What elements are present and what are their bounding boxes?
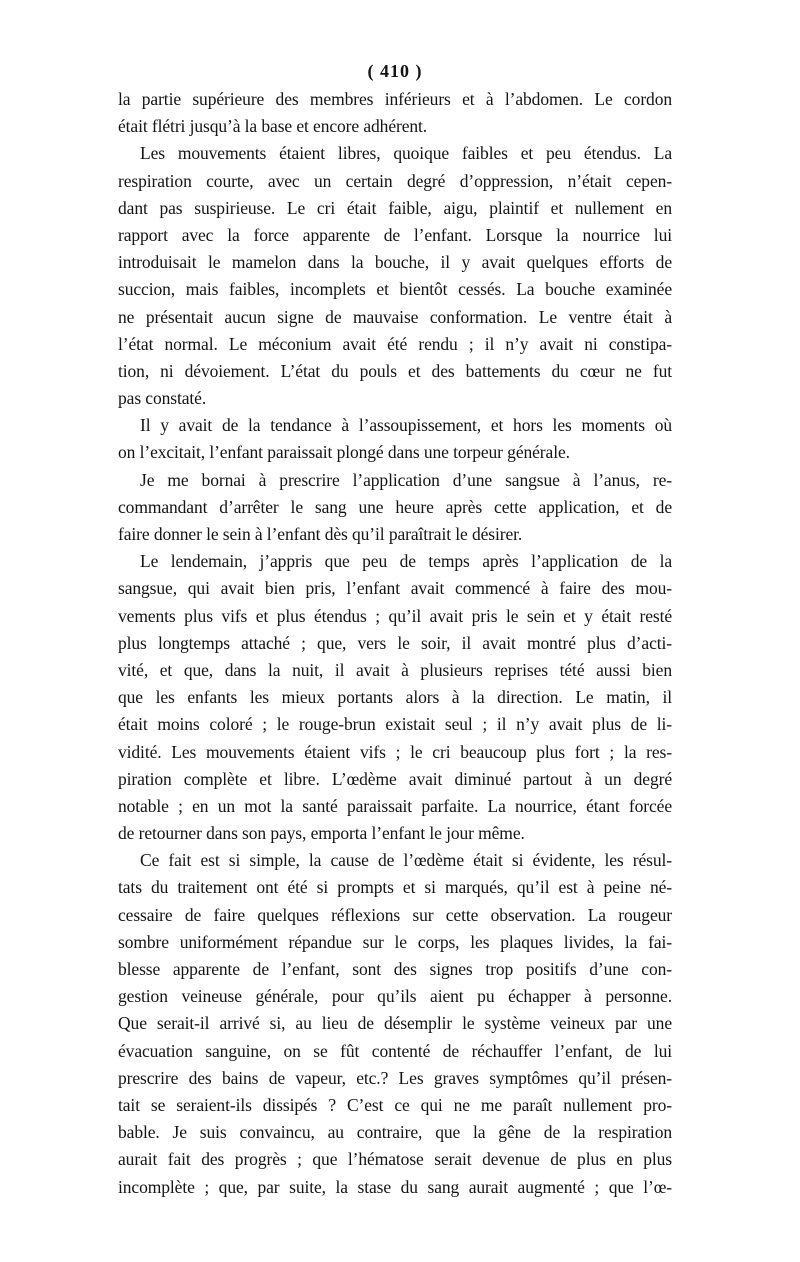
text-line: que les enfants les mieux portants alors à la direction. Le matin, il [118, 687, 672, 708]
text-line: prescrire des bains de vapeur, etc.? Les graves symptômes qu’il présen- [118, 1067, 672, 1088]
text-line: Le lendemain, j’appris que peu de temps après l’application de la [140, 551, 672, 572]
text-line: plus longtemps attaché ; que, vers le soir, il avait montré plus d’acti- [118, 632, 672, 653]
text-line: commandant d’arrêter le sang une heure après cette application, et de [118, 496, 672, 517]
text-line: vidité. Les mouvements étaient vifs ; le cri beaucoup plus fort ; la res- [118, 741, 672, 762]
text-line: cessaire de faire quelques réflexions sur cette observation. La rougeur [118, 904, 672, 925]
text-line: évacuation sanguine, on se fût contenté de réchauffer l’enfant, de lui [118, 1040, 672, 1061]
text-line: on l’excitait, l’enfant paraissait plongé dans une torpeur générale. [118, 442, 570, 463]
text-line: pas constaté. [118, 388, 207, 409]
text-line: tats du traitement ont été si prompts et si marqués, qu’il est à peine né- [118, 877, 672, 898]
body-text [118, 86, 672, 1201]
text-line: incomplète ; que, par suite, la stase du sang aurait augmenté ; que l’œ- [118, 1176, 672, 1197]
text-line: vements plus vifs et plus étendus ; qu’il avait pris le sein et y était resté [118, 605, 672, 626]
text-line: de retourner dans son pays, emporta l’enfant le jour même. [118, 823, 525, 844]
text-line: sangsue, qui avait bien pris, l’enfant avait commencé à faire des mou- [118, 578, 672, 599]
text-line: notable ; en un mot la santé paraissait parfaite. La nourrice, étant forcée [118, 795, 672, 816]
page-number: ( 410 ) [367, 61, 423, 81]
paragraph [118, 548, 672, 847]
text-line: succion, mais faibles, incomplets et bientôt cessés. La bouche examinée [118, 279, 672, 300]
text-line: ne présentait aucun signe de mauvaise conformation. Le ventre était à [118, 306, 672, 327]
text-line: vité, et que, dans la nuit, il avait à plusieurs reprises tété aussi bien [118, 659, 672, 680]
paragraph [118, 467, 672, 549]
text-line: rapport avec la force apparente de l’enfant. Lorsque la nourrice lui [118, 224, 672, 245]
text-line: sombre uniformément répandue sur le corps, les plaques livides, la fai- [118, 931, 672, 952]
text-line: piration complète et libre. L’œdème avait diminué partout à un degré [118, 768, 672, 789]
book-page [118, 58, 672, 1201]
text-line: Les mouvements étaient libres, quoique faibles et peu étendus. La [140, 143, 672, 164]
text-line: introduisait le mamelon dans la bouche, il y avait quelques efforts de [118, 252, 672, 273]
text-line: était moins coloré ; le rouge-brun existait seul ; il n’y avait plus de li- [118, 714, 672, 735]
text-line: la partie supérieure des membres inférieurs et à l’abdomen. Le cordon [118, 89, 672, 109]
text-line: tait se seraient-ils dissipés ? C’est ce qui ne me paraît nullement pro- [118, 1094, 672, 1115]
text-line: tion, ni dévoiement. L’état du pouls et des battements du cœur ne fut [118, 360, 672, 381]
text-line: dant pas suspirieuse. Le cri était faible, aigu, plaintif et nullement en [118, 197, 672, 218]
text-line: Je me bornai à prescrire l’application d’une sangsue à l’anus, re- [140, 469, 672, 490]
text-line: respiration courte, avec un certain degré d’oppression, n’était cepen- [118, 170, 672, 191]
paragraph [118, 86, 672, 140]
paragraph [118, 140, 672, 412]
text-line: blesse apparente de l’enfant, sont des signes trop positifs d’une con- [118, 959, 672, 979]
text-line: bable. Je suis convaincu, au contraire, que la gêne de la respiration [118, 1122, 672, 1143]
text-line: gestion veineuse générale, pour qu’ils aient pu échapper à personne. [118, 986, 672, 1007]
paragraph [118, 847, 672, 1200]
text-line: était flétri jusqu’à la base et encore adhérent. [118, 116, 428, 137]
text-line: Que serait-il arrivé si, au lieu de désemplir le système veineux par une [118, 1013, 672, 1034]
text-line: faire donner le sein à l’enfant dès qu’il paraîtrait le désirer. [118, 524, 523, 544]
text-line: l’état normal. Le méconium avait été rendu ; il n’y avait ni constipa- [118, 333, 672, 354]
text-line: Il y avait de la tendance à l’assoupissement, et hors les moments où [140, 415, 672, 436]
text-line: Ce fait est si simple, la cause de l’œdème était si évidente, les résul- [140, 850, 672, 871]
text-line: aurait fait des progrès ; que l’hématose serait devenue de plus en plus [118, 1149, 672, 1170]
paragraph [118, 412, 672, 466]
